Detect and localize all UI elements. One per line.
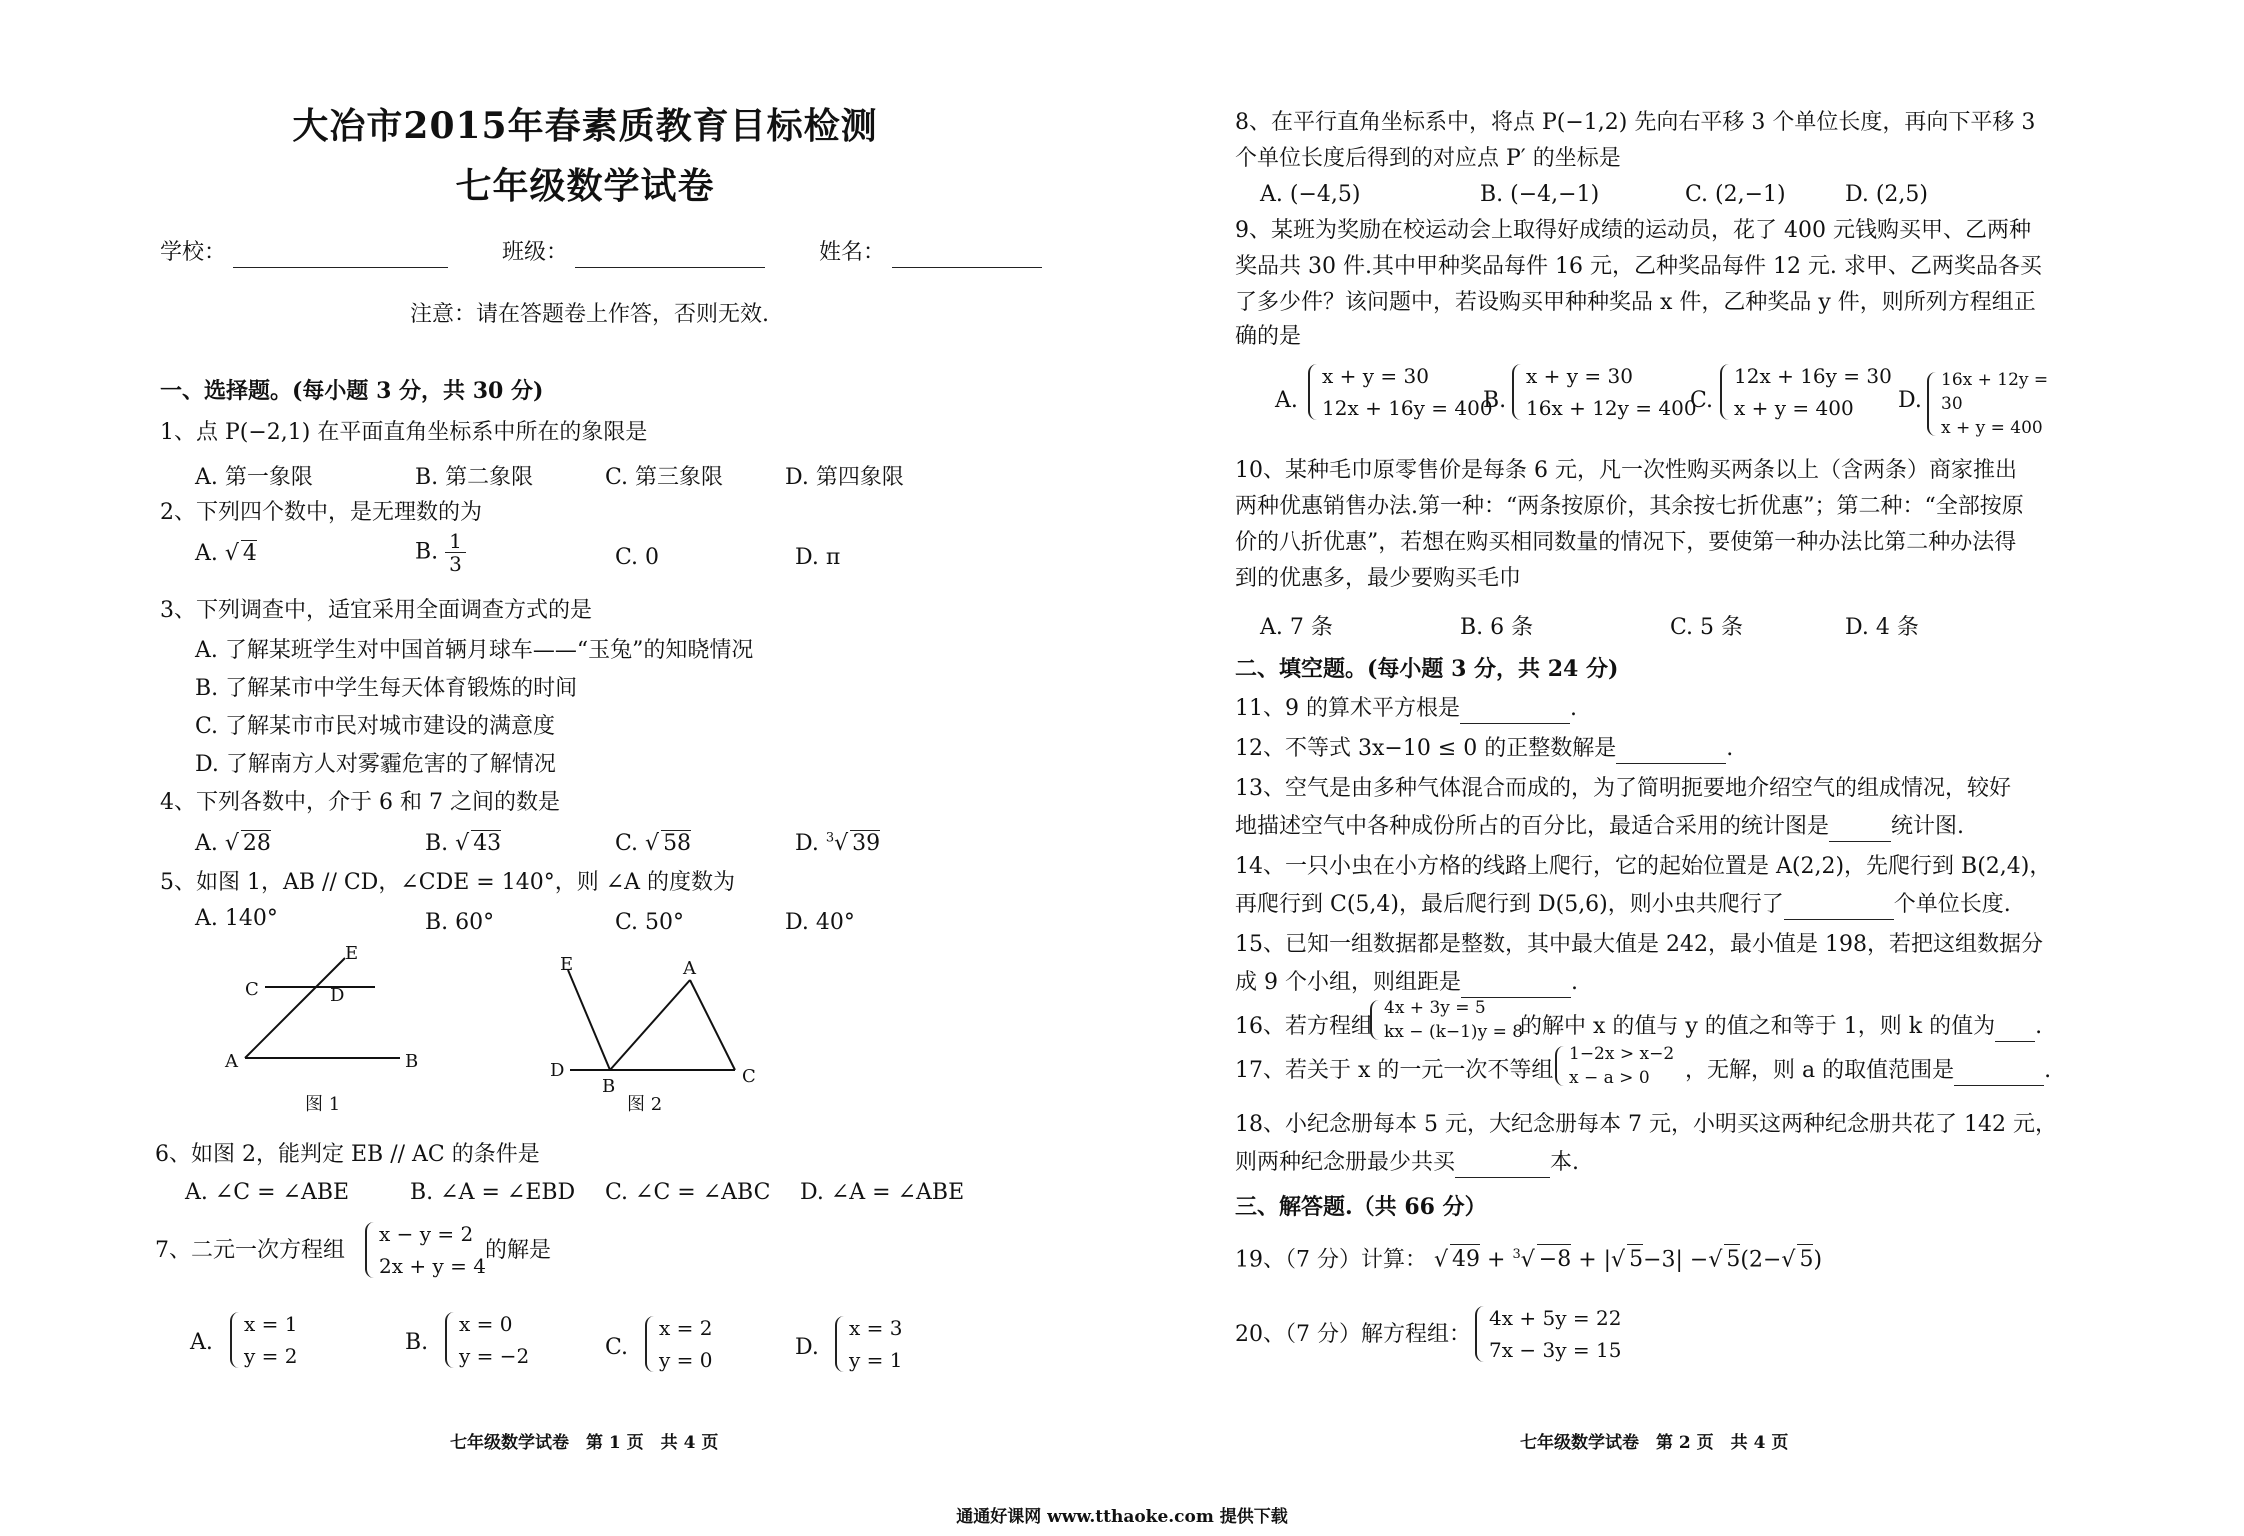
q4-option-b: B. √ 43 [425,831,502,856]
school-blank [233,267,448,268]
q10-option-c: C. 5 条 [1670,615,1744,640]
q7-option-a: x = 1 y = 2 [230,1308,298,1372]
q14-blank [1784,919,1894,920]
fig2-label-d: D [550,1060,565,1081]
footer-right: 七年级数学试卷 第 2 页 共 4 页 [1520,1433,1789,1453]
q9-option-d: 16x + 12y = 30 x + y = 400 [1927,368,2060,440]
q10-line2: 两种优惠销售办法.第一种：“两条按原价，其余按七折优惠”；第二种：“全部按原 [1235,494,2024,519]
q9-line1: 9、某班为奖励在校运动会上取得好成绩的运动员，花了 400 元钱购买甲、乙两种 [1235,218,2031,243]
name-blank [892,267,1042,268]
q7-option-c-label: C. [605,1335,629,1360]
fig1-label-d: D [330,985,345,1006]
q13-line1: 13、空气是由多种气体混合而成的，为了简明扼要地介绍空气的组成情况，较好 [1235,776,2011,801]
section-solve-heading: 三、解答题.（共 66 分） [1235,1194,1487,1220]
q7-option-c: x = 2 y = 0 [645,1312,713,1376]
q8-line2: 个单位长度后得到的对应点 P′ 的坐标是 [1235,146,1621,171]
section-fill-heading: 二、填空题。(每小题 3 分，共 24 分) [1235,656,1619,682]
class-label: 班级： [502,240,569,265]
q2-option-d: D. π [795,545,841,570]
q14-line2: 再爬行到 C(5,4)，最后爬行到 D(5,6)，则小虫共爬行了 个单位长度. [1235,890,2011,920]
q6-option-d: D. ∠A = ∠ABE [800,1180,965,1205]
q6-option-c: C. ∠C = ∠ABC [605,1180,771,1205]
q8-option-d: D. (2,5) [1845,182,1928,207]
q10-option-d: D. 4 条 [1845,615,1919,640]
q2-option-a: A. √ 4 [195,541,257,566]
fig2-label-a: A [683,958,696,979]
q3-option-d: D. 了解南方人对雾霾危害的了解情况 [195,752,556,777]
fig2-segment-be [568,970,610,1070]
q16-after: 的解中 x 的值与 y 的值之和等于 1，则 k 的值为 . [1520,1012,2042,1042]
name-label: 姓名： [819,240,886,265]
q7-option-d-label: D. [795,1335,819,1360]
q5-stem: 5、如图 1，AB // CD，∠CDE = 140°，则 ∠A 的度数为 [160,870,736,895]
figure-2 [550,950,820,1120]
fig1-label-a: A [225,1051,238,1072]
q10-line1: 10、某种毛巾原零售价是每条 6 元，凡一次性购买两条以上（含两条）商家推出 [1235,458,2017,483]
q10-option-a: A. 7 条 [1260,615,1333,640]
q1-option-a: A. 第一象限 [195,465,313,490]
q8-option-c: C. (2,−1) [1685,182,1786,207]
class-blank [575,267,765,268]
q7-system: x − y = 2 2x + y = 4 [365,1218,486,1282]
q3-option-a: A. 了解某班学生对中国首辆月球车——“玉兔”的知晓情况 [195,638,754,663]
q8-option-b: B. (−4,−1) [1480,182,1600,207]
q16-system: 4x + 3y = 5 kx − (k−1)y = 8 [1370,996,1523,1044]
q11-blank [1460,723,1570,724]
q2-stem: 2、下列四个数中，是无理数的为 [160,500,482,525]
q12: 12、不等式 3x−10 ≤ 0 的正整数解是 . [1235,734,1733,764]
q9-option-c: 12x + 16y = 30 x + y = 400 [1720,360,1892,424]
q15-line2: 成 9 个小组，则组距是 . [1235,968,1578,998]
q9-line2: 奖品共 30 件.其中甲种奖品每件 16 元，乙种奖品每件 12 元. 求甲、乙两奖品各买 [1235,254,2042,279]
fig2-segment-ac [690,980,735,1070]
q1-option-d: D. 第四象限 [785,465,904,490]
left-page [150,0,1020,1470]
q5-option-a: A. 140° [195,906,278,931]
q17-blank [1954,1085,2044,1086]
q20-system: 4x + 5y = 22 7x − 3y = 15 [1475,1302,1621,1366]
q9-option-d-label: D. [1898,388,1922,413]
fig2-caption: 图 2 [627,1094,663,1115]
q17-system: 1−2x > x−2 x − a > 0 [1555,1042,1674,1090]
q17-after: ，无解，则 a 的取值范围是 . [1685,1056,2051,1086]
fig1-label-e: E [345,945,359,964]
q4-option-c: C. √ 58 [615,831,692,856]
q10-option-b: B. 6 条 [1460,615,1534,640]
download-credit: 通通好课网 www.tthaoke.com 提供下载 [956,1507,1288,1527]
q9-line4: 确的是 [1235,324,1302,349]
q10-line4: 到的优惠多，最少要购买毛巾 [1235,566,1522,591]
q17-before: 17、若关于 x 的一元一次不等组 [1235,1058,1554,1083]
q8-line1: 8、在平行直角坐标系中，将点 P(−1,2) 先向右平移 3 个单位长度，再向下平移 3 [1235,110,2036,135]
q2-option-c: C. 0 [615,545,660,570]
q5-option-b: B. 60° [425,910,495,935]
q10-line3: 价的八折优惠”，若想在购买相同数量的情况下，要使第一种办法比第二种办法得 [1235,530,2017,555]
q1-option-b: B. 第二象限 [415,465,534,490]
school-label: 学校： [160,240,227,265]
q7-stem-before: 7、二元一次方程组 [155,1238,345,1263]
q5-option-c: C. 50° [615,910,685,935]
exam-title-2: 七年级数学试卷 [455,165,715,207]
q9-option-a-label: A. [1275,388,1298,413]
q16-before: 16、若方程组 [1235,1014,1373,1039]
q1-stem: 1、点 P(−2,1) 在平面直角坐标系中所在的象限是 [160,420,648,445]
fig2-label-c: C [742,1066,756,1087]
q7-option-a-label: A. [190,1330,213,1355]
q9-option-c-label: C. [1690,388,1714,413]
q4-option-a: A. √ 28 [195,831,271,856]
q9-line3: 了多少件？该问题中，若设购买甲种种奖品 x 件，乙种奖品 y 件，则所列方程组正 [1235,290,2036,315]
q1-option-c: C. 第三象限 [605,465,724,490]
q7-option-d: x = 3 y = 1 [835,1312,903,1376]
exam-title-1: 大冶市2015年春素质教育目标检测 [292,105,878,147]
right-page [1230,0,2060,1470]
q9-option-b-label: B. [1483,388,1507,413]
q9-option-b: x + y = 30 16x + 12y = 400 [1512,360,1697,424]
fig1-label-c: C [245,979,259,1000]
q4-stem: 4、下列各数中，介于 6 和 7 之间的数是 [160,790,560,815]
fig1-caption: 图 1 [305,1094,341,1115]
q2-option-b: B. $\frac{1}{3}$ [415,530,466,575]
q3-option-c: C. 了解某市市民对城市建设的满意度 [195,714,556,739]
q12-blank [1616,763,1726,764]
q7-option-b-label: B. [405,1330,429,1355]
figure-1 [200,945,500,1115]
fig1-label-b: B [405,1051,419,1072]
q18-blank [1455,1177,1550,1178]
q18-line2: 则两种纪念册最少共买 本. [1235,1148,1579,1178]
q3-option-b: B. 了解某市中学生每天体育锻炼的时间 [195,676,578,701]
q7-option-b: x = 0 y = −2 [445,1308,529,1372]
q14-line1: 14、一只小虫在小方格的线路上爬行，它的起始位置是 A(2,2)，先爬行到 B(2,4)， [1235,854,2052,879]
q6-option-a: A. ∠C = ∠ABE [185,1180,350,1205]
q9-option-a: x + y = 30 12x + 16y = 400 [1308,360,1493,424]
q20-before: 20、（7 分）解方程组： [1235,1322,1471,1347]
section-choice-heading: 一、选择题。(每小题 3 分，共 30 分) [160,378,544,404]
q11: 11、9 的算术平方根是 . [1235,694,1577,724]
q3-stem: 3、下列调查中，适宜采用全面调查方式的是 [160,598,592,623]
q8-option-a: A. (−4,5) [1260,182,1361,207]
q15-line1: 15、已知一组数据都是整数，其中最大值是 242，最小值是 198，若把这组数据分 [1235,932,2043,957]
q13-blank [1829,841,1891,842]
fig2-label-e: E [560,954,574,975]
q6-option-b: B. ∠A = ∠EBD [410,1180,576,1205]
student-info-row [160,238,1042,268]
q6-stem: 6、如图 2，能判定 EB // AC 的条件是 [155,1142,540,1167]
q16-blank [1995,1041,2035,1042]
q13-line2: 地描述空气中各种成份所占的百分比，最适合采用的统计图是 统计图. [1235,812,1964,842]
q7-stem-after: 的解是 [485,1238,552,1263]
q5-option-d: D. 40° [785,910,855,935]
fig2-segment-ba [610,980,690,1070]
fig1-segment-ae [245,958,345,1058]
q18-line1: 18、小纪念册每本 5 元，大纪念册每本 7 元，小明买这两种纪念册共花了 142 元， [1235,1112,2057,1137]
footer-left: 七年级数学试卷 第 1 页 共 4 页 [450,1433,719,1453]
fig2-label-b: B [602,1076,616,1097]
q4-option-d: D. $^3$√ 39 [795,830,881,856]
q19: 19、（7 分）计算： √ 49 + $^3$√ −8 + |√ 5−3| −√ 5(2−√ 5) [1235,1240,1822,1275]
notice: 注意：请在答题卷上作答，否则无效. [410,302,769,327]
